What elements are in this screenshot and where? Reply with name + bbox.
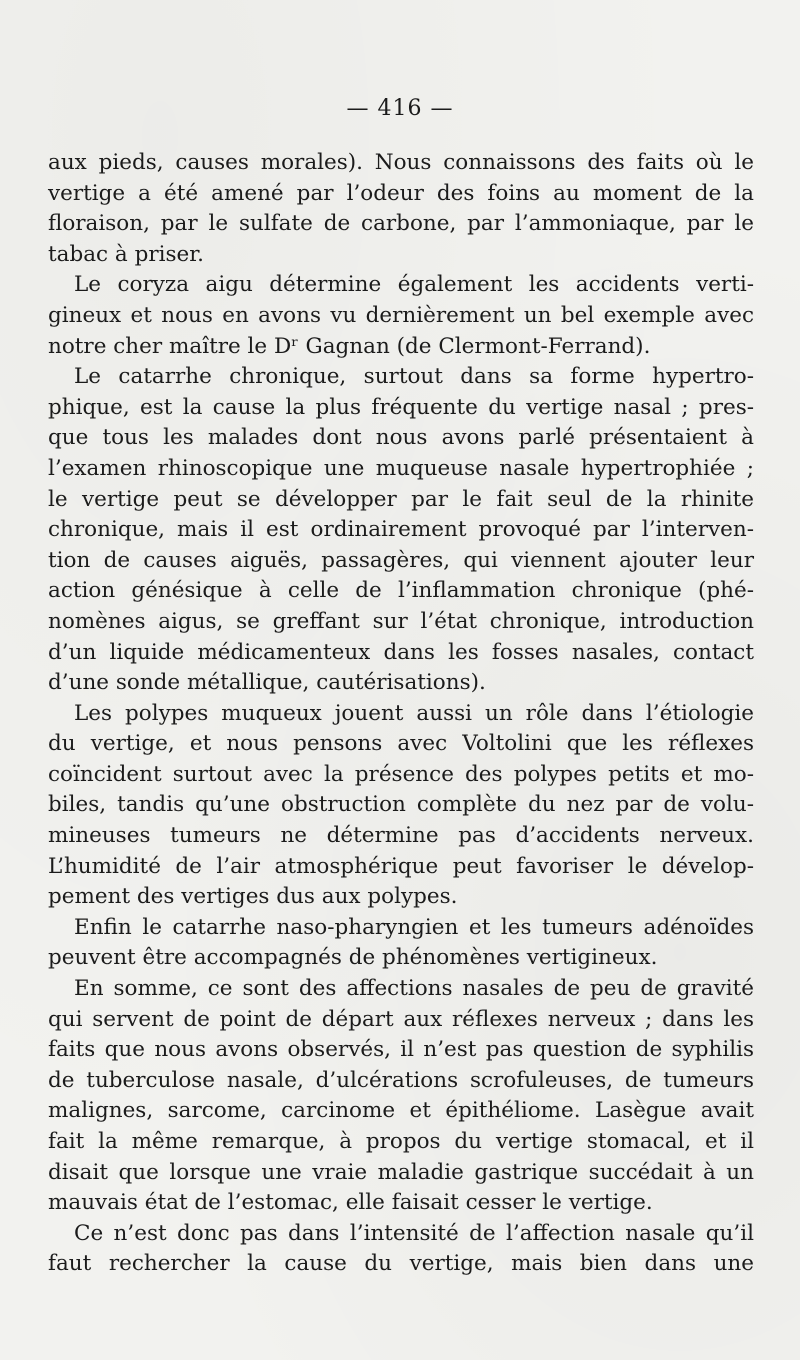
text-line: floraison, par le sulfate de carbone, par l’ammoniaque, par le bbox=[48, 211, 754, 237]
body-text bbox=[48, 148, 754, 1280]
text-line: action génésique à celle de l’inflammation chronique (phé- bbox=[48, 578, 754, 604]
text-line: gineux et nous en avons vu dernièrement un bel exemple avec bbox=[48, 302, 754, 328]
text-line: d’un liquide médicamenteux dans les fosses nasales, contact bbox=[48, 639, 754, 665]
text-line: pement des vertiges dus aux polypes. bbox=[48, 884, 458, 910]
text-line: biles, tandis qu’une obstruction complète du nez par de volu- bbox=[48, 792, 754, 818]
text-line: Le coryza aigu détermine également les accidents verti- bbox=[74, 272, 754, 298]
paragraph bbox=[48, 913, 754, 974]
paragraph bbox=[48, 1219, 754, 1280]
text-line: coïncident surtout avec la présence des polypes petits et mo- bbox=[48, 761, 754, 787]
text-line: vertige a été amené par l’odeur des foins au moment de la bbox=[48, 180, 754, 206]
text-line: malignes, sarcome, carcinome et épithéliome. Lasègue avait bbox=[48, 1098, 754, 1124]
text-line: tion de causes aiguës, passagères, qui viennent ajouter leur bbox=[48, 547, 754, 573]
text-line: tabac à priser. bbox=[48, 241, 204, 267]
text-line: le vertige peut se développer par le fait seul de la rhinite bbox=[48, 486, 754, 512]
text-line: d’une sonde métallique, cautérisations). bbox=[48, 670, 486, 696]
text-line: mauvais état de l’estomac, elle faisait cesser le vertige. bbox=[48, 1190, 653, 1216]
text-line: de tuberculose nasale, d’ulcérations scrofuleuses, de tumeurs bbox=[48, 1067, 754, 1093]
text-line: disait que lorsque une vraie maladie gastrique succédait à un bbox=[48, 1159, 754, 1185]
text-line: phique, est la cause la plus fréquente du vertige nasal ; pres- bbox=[48, 394, 754, 420]
text-line: fait la même remarque, à propos du vertige stomacal, et il bbox=[48, 1129, 754, 1154]
paragraph bbox=[48, 270, 754, 362]
text-line: aux pieds, causes morales). Nous connaissons des faits où le bbox=[48, 150, 754, 175]
text-line: que tous les malades dont nous avons parlé présentaient à bbox=[48, 425, 754, 451]
text-line: l’examen rhinoscopique une muqueuse nasale hypertrophiée ; bbox=[48, 455, 754, 481]
text-line: nomènes aigus, se greffant sur l’état chronique, introduction bbox=[48, 608, 754, 634]
text-line: qui servent de point de départ aux réflexes nerveux ; dans les bbox=[48, 1006, 754, 1032]
text-line: chronique, mais il est ordinairement provoqué par l’interven- bbox=[48, 517, 754, 543]
text-line: faut rechercher la cause du vertige, mais bien dans une bbox=[48, 1251, 754, 1277]
paragraph bbox=[48, 974, 754, 1219]
text-line: Enfin le catarrhe naso-pharyngien et les tumeurs adénoïdes bbox=[74, 914, 754, 940]
text-line: mineuses tumeurs ne détermine pas d’accidents nerveux. bbox=[48, 823, 754, 849]
page-number: — 416 — bbox=[346, 96, 454, 121]
text-line: Ce n’est donc pas dans l’intensité de l’affection nasale qu’il bbox=[74, 1220, 754, 1246]
text-line: L’humidité de l’air atmosphérique peut favoriser le dévelop- bbox=[48, 853, 754, 879]
text-line: du vertige, et nous pensons avec Voltolini que les réflexes bbox=[48, 731, 754, 757]
paragraph bbox=[48, 148, 754, 270]
text-line: peuvent être accompagnés de phénomènes vertigineux. bbox=[48, 945, 658, 971]
text-line: notre cher maître le Dʳ Gagnan (de Clermont-Ferrand). bbox=[48, 333, 651, 359]
paragraph bbox=[48, 362, 754, 699]
text-line: Le catarrhe chronique, surtout dans sa forme hypertro- bbox=[74, 364, 754, 390]
text-line: faits que nous avons observés, il n’est pas question de syphilis bbox=[48, 1037, 754, 1063]
text-line: Les polypes muqueux jouent aussi un rôle dans l’étiologie bbox=[74, 700, 754, 726]
text-line: En somme, ce sont des affections nasales de peu de gravité bbox=[74, 976, 754, 1002]
paragraph bbox=[48, 699, 754, 913]
